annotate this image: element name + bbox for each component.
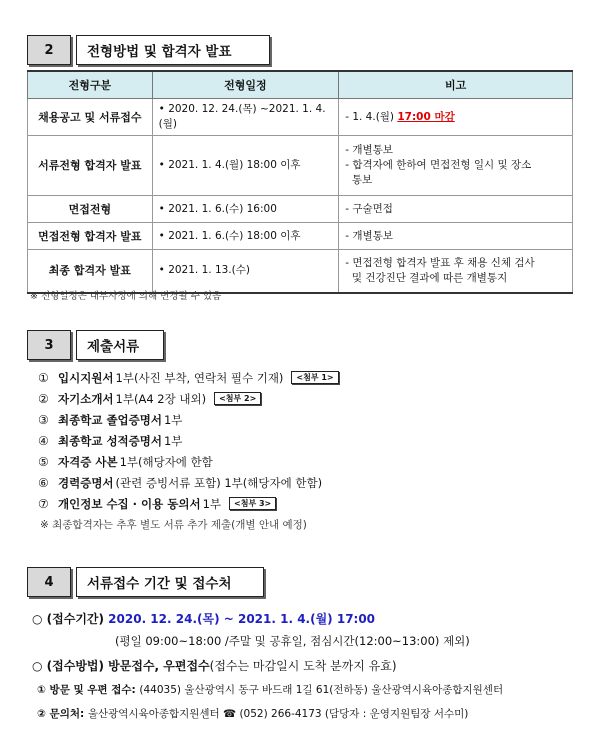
section-number: 3 (27, 330, 71, 360)
schedule-table (27, 70, 573, 294)
section-title: 제출서류 (76, 330, 164, 360)
submission-period: ○ (접수기간) 2020. 12. 24.(목) ~ 2021. 1. 4.(월) 17:00 (32, 612, 376, 626)
table-header-row (28, 71, 573, 99)
contact-info: ② 문의처: 울산광역시육아종합지원센터 ☎ (052) 266-4173 (담당자 : 운영지원팀장 서수미) (37, 708, 469, 720)
attachment-tag: <첨부 3> (229, 497, 276, 510)
documents-list (38, 367, 339, 535)
list-item: ③ 최종학교 졸업증명서 1부 (38, 412, 183, 427)
list-item: ⑦ 개인정보 수집 · 이용 동의서 1부 <첨부 3> (38, 493, 339, 514)
section-number: 2 (27, 35, 71, 65)
remarks-cell: - 면접전형 합격자 발표 후 채용 신체 검사 및 건강진단 결과에 따른 개별통지 (339, 250, 573, 293)
table-row (28, 250, 573, 293)
stage-cell: 면접전형 합격자 발표 (28, 223, 153, 250)
remarks-cell: - 구술면접 (339, 196, 573, 223)
attachment-tag: <첨부 2> (214, 392, 261, 405)
stage-cell: 최종 합격자 발표 (28, 250, 153, 293)
remarks-cell: - 개별통보 - 합격자에 한하여 면접전형 일시 및 장소 통보 (339, 136, 573, 196)
period-detail: (평일 09:00~18:00 /주말 및 공휴일, 점심시간(12:00~13:00) 제외) (115, 634, 470, 648)
section-3-header (27, 330, 164, 360)
documents-note: ※ 최종합격자는 추후 별도 서류 추가 제출(개별 안내 예정) (40, 519, 307, 531)
list-item: ⑤ 자격증 사본 1부(해당자에 한함 (38, 454, 213, 469)
list-item: ① 입시지원서 1부(사진 부착, 연락처 필수 기재) <첨부 1> (38, 367, 339, 388)
stage-cell: 채용공고 및 서류접수 (28, 99, 153, 136)
stage-cell: 면접전형 (28, 196, 153, 223)
list-item: ⑥ 경력증명서 (관련 증빙서류 포함) 1부(해당자에 한함) (38, 475, 323, 490)
table-row (28, 136, 573, 196)
section-title: 전형방법 및 합격자 발표 (76, 35, 270, 65)
remarks-cell: - 개별통보 (339, 223, 573, 250)
section-title: 서류접수 기간 및 접수처 (76, 567, 264, 597)
attachment-tag: <첨부 1> (291, 371, 338, 384)
schedule-cell: • 2021. 1. 6.(수) 18:00 이후 (152, 223, 339, 250)
schedule-cell: • 2021. 1. 4.(월) 18:00 이후 (152, 136, 339, 196)
table-row (28, 223, 573, 250)
schedule-note: ※ 전형일정은 내부사정에 의해 변경될 수 있음 (30, 291, 222, 302)
list-item: ② 자기소개서 1부(A4 2장 내외) <첨부 2> (38, 388, 339, 409)
column-header: 전형일정 (152, 71, 339, 99)
table-row (28, 99, 573, 136)
deadline-text: 17:00 마감 (397, 110, 455, 123)
column-header: 전형구분 (28, 71, 153, 99)
list-item: ④ 최종학교 성적증명서 1부 (38, 433, 183, 448)
schedule-cell: • 2021. 1. 13.(수) (152, 250, 339, 293)
table-row (28, 196, 573, 223)
schedule-cell: • 2021. 1. 6.(수) 16:00 (152, 196, 339, 223)
column-header: 비고 (339, 71, 573, 99)
submission-method: ○ (접수방법) 방문접수, 우편접수(접수는 마감일시 도착 분까지 유효) (32, 659, 397, 673)
section-4-header (27, 567, 264, 597)
visit-address: ① 방문 및 우편 접수: (44035) 울산광역시 동구 바드래 1길 61(전하동) 울산광역시육아종합지원센터 (37, 684, 504, 696)
period-value: 2020. 12. 24.(목) ~ 2021. 1. 4.(월) 17:00 (108, 612, 376, 626)
schedule-cell: • 2020. 12. 24.(목) ~2021. 1. 4.(월) (152, 99, 339, 136)
section-number: 4 (27, 567, 71, 597)
remarks-cell: - 1. 4.(월) 17:00 마감 (339, 99, 573, 136)
section-2-header (27, 35, 270, 65)
stage-cell: 서류전형 합격자 발표 (28, 136, 153, 196)
